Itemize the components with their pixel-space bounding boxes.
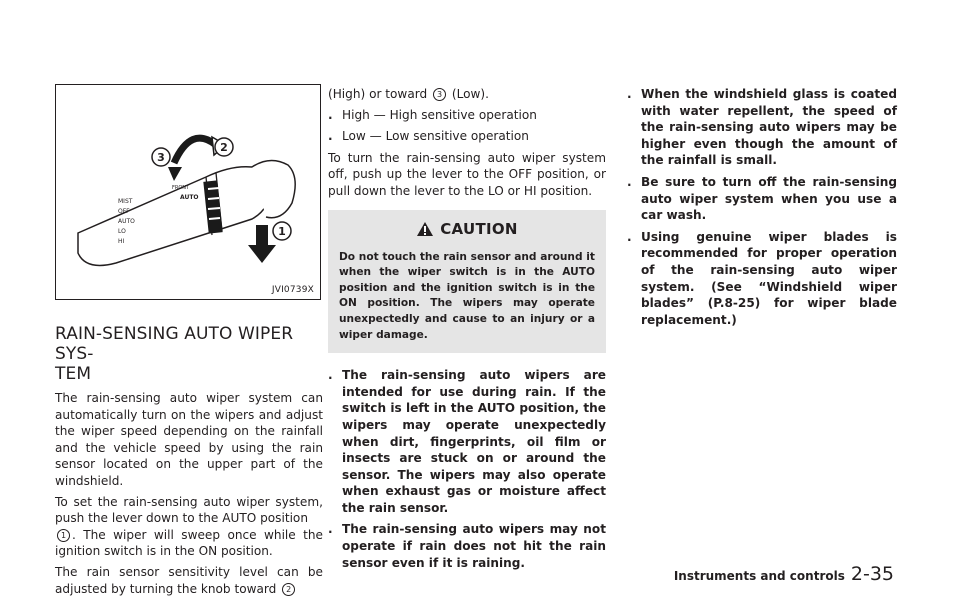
stalk-label-auto: AUTO xyxy=(118,218,135,225)
wiper-lever-illustration xyxy=(56,85,320,299)
ref-3-icon: 3 xyxy=(433,88,446,101)
note-car-wash: . Be sure to turn off the rain-sensing auto wiper system when you use a car wash. xyxy=(627,174,897,223)
bullet-low: . Low — Low sensitive operation xyxy=(328,129,529,144)
knob-label-auto: AUTO xyxy=(180,194,199,201)
callout-3: 3 xyxy=(157,151,165,164)
caution-text: Do not touch the rain sensor and around it when the wiper switch is in the AUTO position and the ignition switch is in the ON position. The wipers may operate unexpectedly and cause to an injury or a wiper damage. xyxy=(339,250,595,341)
set-auto-paragraph: To set the rain-sensing auto wiper system, push the lever down to the AUTO position 1 . The wiper will sweep once while the ignition switch is in the ON position. xyxy=(55,494,323,559)
callout-2: 2 xyxy=(220,141,228,154)
figure-code: JVI0739X xyxy=(271,285,314,295)
left-column xyxy=(55,84,323,601)
right-column xyxy=(627,86,897,333)
stalk-label-hi: HI xyxy=(118,238,125,245)
ref-2-icon: 2 xyxy=(282,583,295,596)
note-intended-use: . The rain-sensing auto wipers are intended for use during rain. If the switch is left in the AUTO position, the wipers may operate unexpectedly when dirt, fingerprints, oil film or insects are stuck on or around the sensor. The wipers may also operate when exhaust gas or moisture affect the rain sensor. xyxy=(328,368,606,515)
stalk-label-front: FRONT xyxy=(172,185,190,191)
ref-1-icon: 1 xyxy=(57,529,70,542)
bullet-high: . High — High sensitive operation xyxy=(328,107,537,122)
section-title: RAIN-SENSING AUTO WIPER SYS- TEM xyxy=(55,324,294,384)
wiper-lever-figure xyxy=(55,84,321,300)
note-water-repellent: . When the windshield glass is coated with water repellent, the speed of the rain-sensing auto wipers may be higher even though the amount of the rainfall is small. xyxy=(627,87,897,168)
middle-column xyxy=(328,86,606,576)
caution-box xyxy=(328,210,606,354)
caution-heading: CAUTION xyxy=(339,220,595,238)
sensitivity-paragraph: The rain sensor sensitivity level can be adjusted by turning the knob toward 2 xyxy=(55,564,323,596)
stalk-label-mist: MIST xyxy=(118,198,133,205)
intro-paragraph: The rain-sensing auto wiper system can automatically turn on the wipers and adjust the wiper speed depending on the rainfall and the vehicle speed by using the rain sensor located on the upper part of the windshield. xyxy=(55,391,323,488)
turn-off-paragraph: To turn the rain-sensing auto wiper system off, push up the lever to the OFF position, or pull down the lever to the LO or HI position. xyxy=(328,150,606,198)
note-genuine-blades: . Using genuine wiper blades is recommended for proper operation of the rain-sensing auto wiper system. (See “Windshield wiper blades” (P.8-25) for wiper blade replacement.) xyxy=(627,229,897,327)
page-number: 2-35 xyxy=(850,563,894,585)
warning-triangle-icon xyxy=(416,221,434,237)
footer-section: Instruments and controls xyxy=(673,569,845,583)
page-footer xyxy=(674,563,894,585)
callout-1: 1 xyxy=(278,225,286,238)
sensitivity-continued: (High) or toward 3 (Low). xyxy=(328,87,489,101)
stalk-label-lo: LO xyxy=(118,228,126,235)
note-no-rain: . The rain-sensing auto wipers may not operate if rain does not hit the rain sensor even if it is raining. xyxy=(328,522,606,570)
stalk-label-off: OFF xyxy=(118,208,130,215)
